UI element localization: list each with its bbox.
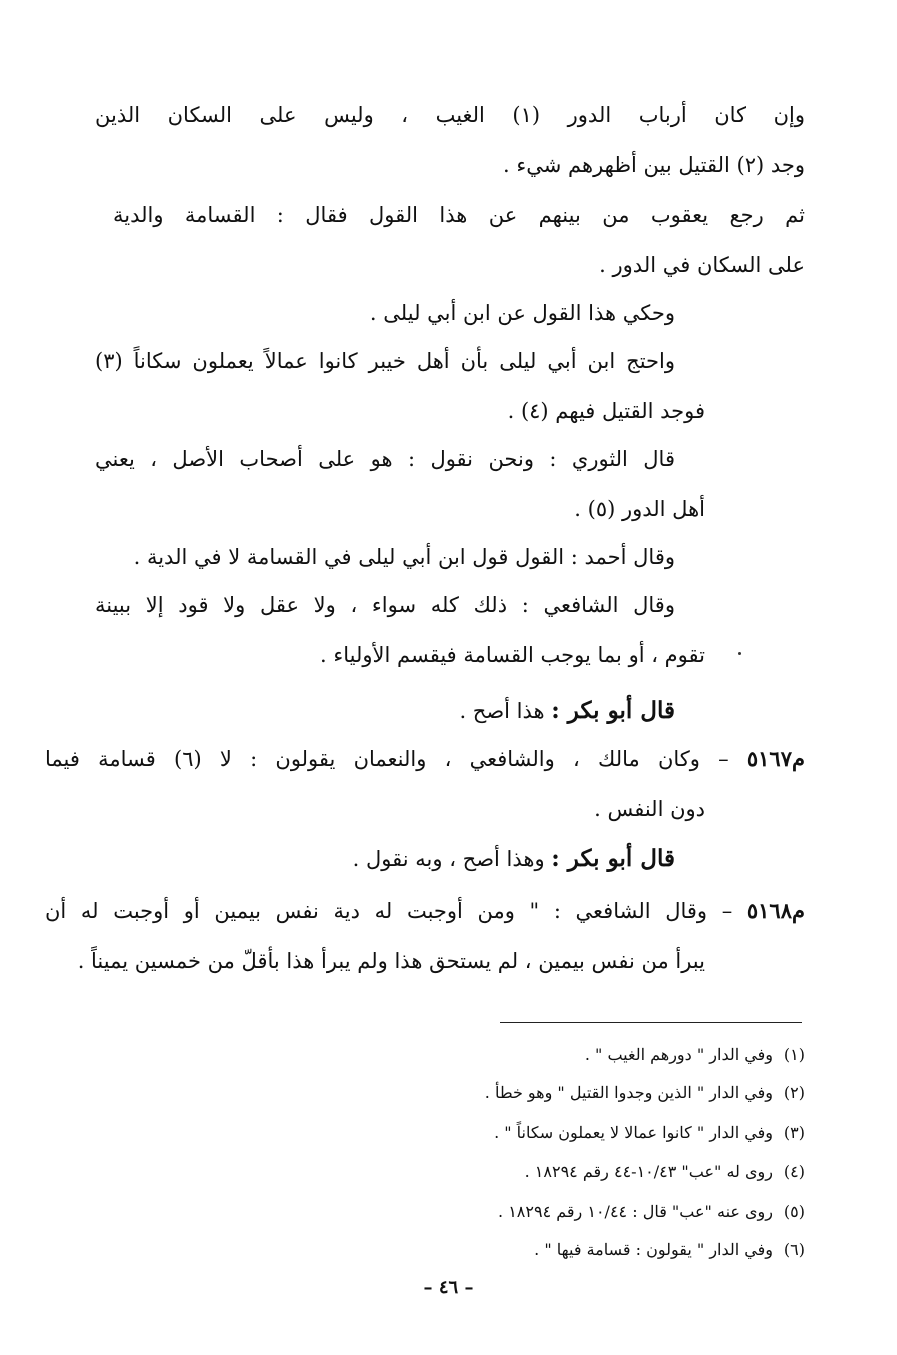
body-line: ثم رجع يعقوب من بينهم عن هذا القول فقال : القسامة والدية	[113, 203, 805, 227]
footnote-text: وفي الدار " كانوا عمالا لا يعملون سكاناً " .	[494, 1123, 773, 1142]
entry-number: م٥١٦٨	[746, 898, 805, 923]
footnote-text: وفي الدار " يقولون : قسامة فيها " .	[534, 1240, 773, 1259]
footnote-text: وفي الدار " دورهم الغيب " .	[584, 1045, 773, 1064]
body-line: وقال أحمد : القول قول ابن أبي ليلى في القسامة لا في الدية .	[133, 545, 675, 569]
body-line: وحكي هذا القول عن ابن أبي ليلى .	[369, 301, 675, 325]
footnote	[534, 1238, 805, 1262]
body-line: وإن كان أرباب الدور (١) الغيب ، وليس على السكان الذين	[95, 103, 805, 127]
footnote	[585, 1043, 805, 1067]
footnote-text: روى له "عب" ١٠/٤٣-٤٤ رقم ١٨٢٩٤ .	[524, 1162, 773, 1181]
heading-label: قال أبو بكر :	[551, 845, 675, 872]
body-line: أهل الدور (٥) .	[574, 497, 705, 521]
footnote-number: (٥)	[783, 1202, 805, 1221]
body-line: تقوم ، أو بما يوجب القسامة فيقسم الأولياء .	[320, 643, 705, 667]
body-line: فوجد القتيل فيهم (٤) .	[507, 399, 705, 423]
footnote-text: روى عنه "عب" قال : ١٠/٤٤ رقم ١٨٢٩٤ .	[498, 1202, 773, 1221]
body-line: وجد (٢) القتيل بين أظهرهم شيء .	[503, 153, 805, 177]
entry-text-continued: دون النفس .	[594, 797, 705, 821]
footnote	[494, 1121, 805, 1145]
footnote-separator	[500, 1022, 802, 1023]
footnote-number: (٦)	[783, 1240, 805, 1259]
footnote-number: (٢)	[783, 1083, 805, 1102]
section-heading	[353, 844, 675, 874]
entry-text: – وكان مالك ، والشافعي ، والنعمان يقولون : لا (٦) قسامة فيما	[45, 747, 747, 771]
heading-text: وهذا أصح ، وبه نقول .	[352, 847, 552, 871]
body-line: وقال الشافعي : ذلك كله سواء ، ولا عقل ولا قود إلا ببينة	[95, 593, 675, 617]
body-line: على السكان في الدور .	[599, 253, 805, 277]
footnote-number: (٤)	[783, 1162, 805, 1181]
footnote	[498, 1200, 805, 1224]
entry-number: م٥١٦٧	[746, 746, 805, 771]
footnote-text: وفي الدار " الذين وجدوا القتيل " وهو خطأ .	[484, 1083, 773, 1102]
body-line: واحتج ابن أبي ليلى بأن أهل خيبر كانوا عمالاً يعملون سكاناً (٣)	[95, 349, 675, 373]
numbered-entry	[45, 744, 805, 774]
heading-text: هذا أصح .	[459, 699, 552, 723]
entry-text-continued: يبرأ من نفس بيمين ، لم يستحق هذا ولم يبرأ هذا بأقلّ من خمسين يميناً .	[77, 949, 705, 973]
footnote	[485, 1081, 805, 1105]
stray-mark	[738, 652, 741, 655]
page-number: – ٤٦ –	[423, 1277, 474, 1298]
entry-text: – وقال الشافعي : " ومن أوجبت له دية نفس بيمين أو أوجبت له أن	[45, 899, 747, 923]
section-heading	[459, 696, 675, 726]
body-line: قال الثوري : ونحن نقول : هو على أصحاب الأصل ، يعني	[95, 447, 675, 471]
heading-label: قال أبو بكر :	[551, 697, 675, 724]
numbered-entry	[45, 896, 805, 926]
footnote-number: (٣)	[783, 1123, 805, 1142]
footnote-number: (١)	[783, 1045, 805, 1064]
footnote	[525, 1160, 805, 1184]
